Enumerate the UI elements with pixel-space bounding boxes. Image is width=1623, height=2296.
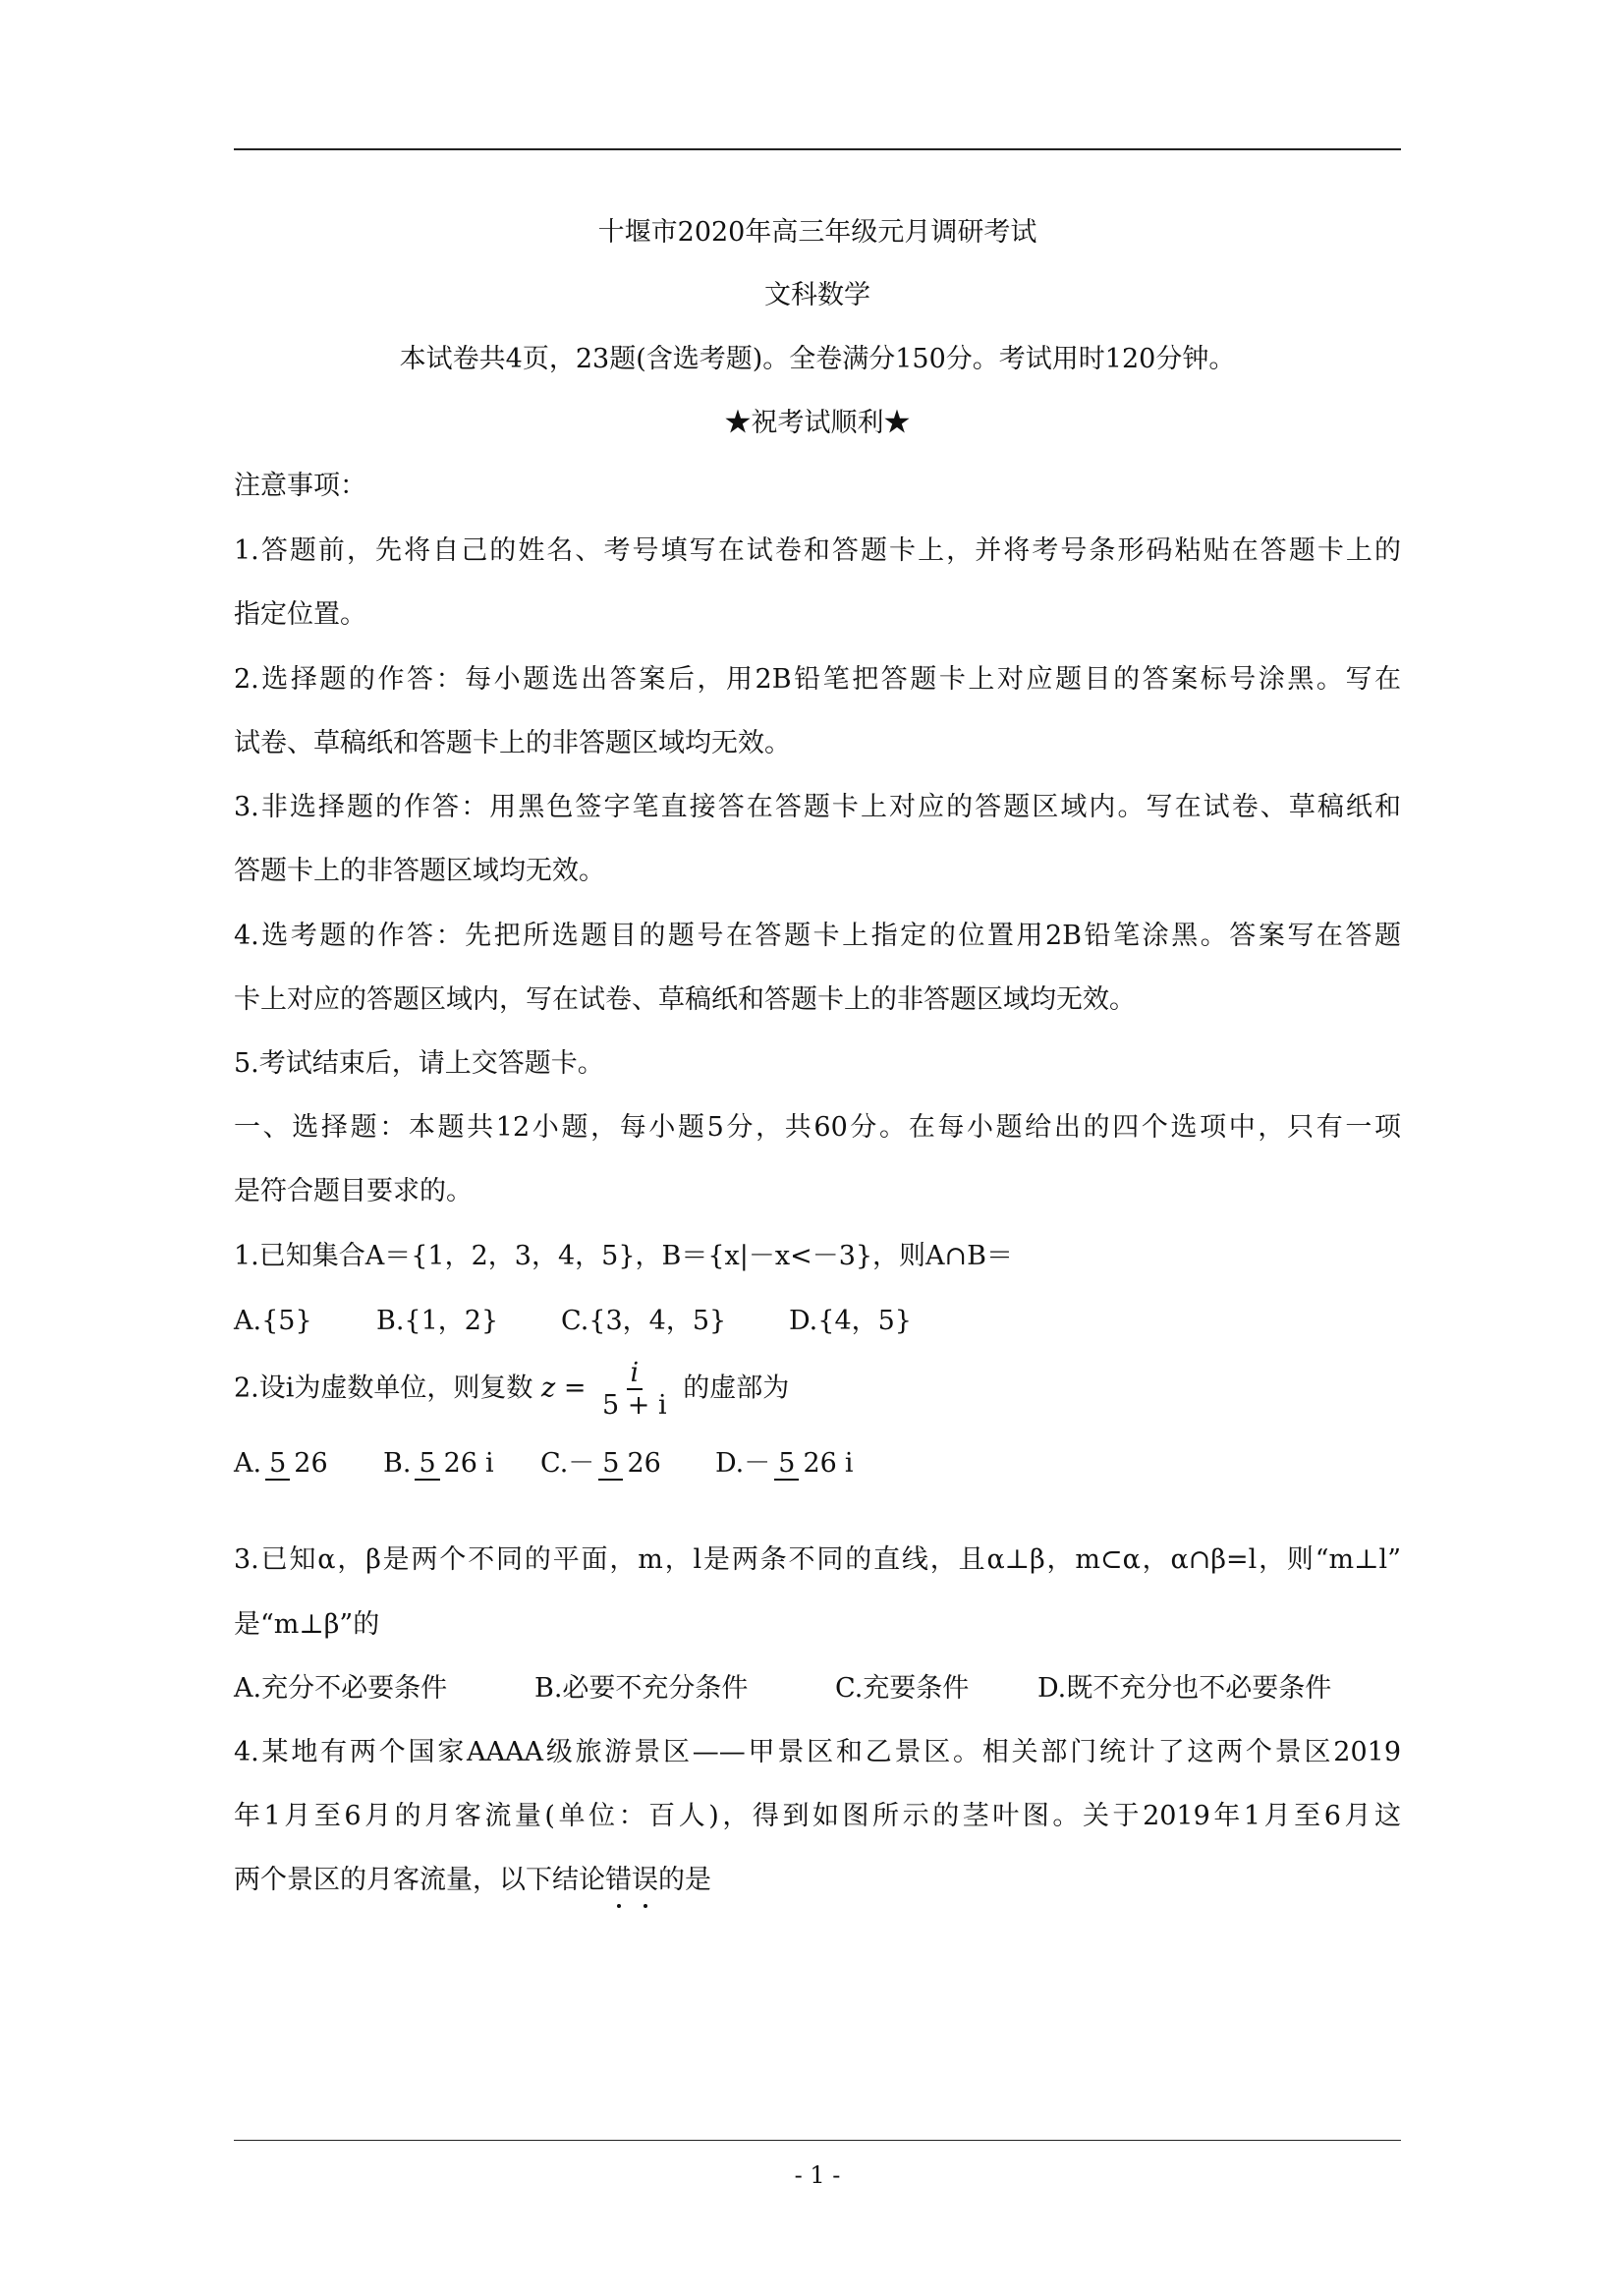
q2-fraction-denominator: 5 + i xyxy=(602,1390,667,1422)
exam-title: 十堰市2020年高三年级元月调研考试 xyxy=(597,217,1037,248)
q4-end-post: 的是 xyxy=(658,1865,711,1895)
q2-option-c-fraction xyxy=(598,1448,665,1481)
q2-a-denominator: 26 xyxy=(294,1447,328,1479)
q2-d-denominator: 26 xyxy=(803,1447,837,1479)
q2-option-d-label: D.－ xyxy=(715,1448,771,1479)
q2-option-b-fraction xyxy=(415,1448,481,1481)
q2-option-d xyxy=(715,1444,853,1484)
notice-item-1: 1.答题前，先将自己的姓名、考号填写在试卷和答题卡上，并将考号条形码粘贴在答题卡上的 xyxy=(234,535,1401,566)
q2-option-c xyxy=(540,1444,715,1484)
q1-option-a: A.{5} xyxy=(234,1306,312,1336)
q2-c-denominator: 26 xyxy=(627,1447,661,1479)
q2-b-denominator: 26 xyxy=(443,1447,477,1479)
question-4-stem-end xyxy=(234,1861,711,1900)
q2-d-imaginary: i xyxy=(844,1448,854,1479)
q4-emphasis-1: 错 xyxy=(605,1861,632,1900)
q2-d-numerator: 5 xyxy=(774,1448,799,1481)
question-2-stem xyxy=(234,1358,789,1421)
notice-item-1-cont: 指定位置。 xyxy=(234,599,366,630)
exam-info: 本试卷共4页，23题(含选考题)。全卷满分150分。考试用时120分钟。 xyxy=(399,344,1236,374)
question-4-stem: 4.某地有两个国家AAAA级旅游景区——甲景区和乙景区。相关部门统计了这两个景区2019 xyxy=(234,1737,1401,1767)
top-rule xyxy=(234,148,1401,150)
question-2-options xyxy=(234,1444,853,1484)
exam-subject: 文科数学 xyxy=(764,280,870,310)
question-3-stem: 3.已知α，β是两个不同的平面，m，l是两条不同的直线，且α⊥β，m⊂α，α∩β=l，则“m⊥l” xyxy=(234,1544,1401,1575)
notice-heading: 注意事项： xyxy=(234,471,366,501)
q2-stem-post: 的虚部为 xyxy=(683,1372,790,1404)
q1-option-c: C.{3，4，5} xyxy=(561,1306,727,1336)
notice-item-2: 2.选择题的作答：每小题选出答案后，用2B铅笔把答题卡上对应题目的答案标号涂黑。写在 xyxy=(234,664,1401,695)
notice-item-3: 3.非选择题的作答：用黑色签字笔直接答在答题卡上对应的答题区域内。写在试卷、草稿纸和 xyxy=(234,792,1401,822)
bottom-rule xyxy=(234,2140,1401,2141)
good-luck-line: ★祝考试顺利★ xyxy=(724,408,911,438)
q2-fraction-numerator: i xyxy=(627,1358,644,1390)
q3-option-b: B.必要不充分条件 xyxy=(534,1673,749,1704)
q2-b-numerator: 5 xyxy=(415,1448,439,1481)
q2-variable-z: z xyxy=(541,1372,556,1404)
q3-option-d: D.既不充分也不必要条件 xyxy=(1037,1673,1332,1704)
q2-c-numerator: 5 xyxy=(598,1448,623,1481)
q2-option-b xyxy=(383,1444,540,1484)
notice-item-4: 4.选考题的作答：先把所选题目的题号在答题卡上指定的位置用2B铅笔涂黑。答案写在答题 xyxy=(234,921,1401,951)
notice-item-3-cont: 答题卡上的非答题区域均无效。 xyxy=(234,856,605,886)
notice-item-2-cont: 试卷、草稿纸和答题卡上的非答题区域均无效。 xyxy=(234,728,791,758)
q3-option-c: C.充要条件 xyxy=(835,1673,970,1704)
q4-end-pre: 两个景区的月客流量，以下结论 xyxy=(234,1865,605,1895)
question-1-options xyxy=(234,1302,912,1341)
q2-option-b-label: B. xyxy=(383,1448,412,1479)
notice-item-5: 5.考试结束后，请上交答题卡。 xyxy=(234,1048,604,1079)
q2-a-numerator: 5 xyxy=(265,1448,290,1481)
q3-option-a: A.充分不必要条件 xyxy=(234,1673,448,1704)
q4-emphasis-2: 误 xyxy=(632,1861,658,1900)
q2-fraction xyxy=(598,1358,671,1421)
section-1-instructions: 一、选择题：本题共12小题，每小题5分，共60分。在每小题给出的四个选项中，只有一项 xyxy=(234,1112,1401,1143)
question-4-stem-cont: 年1月至6月的月客流量(单位：百人)，得到如图所示的茎叶图。关于2019年1月至6月这 xyxy=(234,1801,1401,1831)
section-1-instructions-cont: 是符合题目要求的。 xyxy=(234,1176,473,1206)
q2-stem-pre: 2.设i为虚数单位，则复数 xyxy=(234,1372,533,1404)
q2-equals: = xyxy=(563,1372,587,1404)
q1-option-d: D.{4，5} xyxy=(789,1306,912,1336)
q2-option-a-label: A. xyxy=(234,1448,262,1479)
q2-option-c-label: C.－ xyxy=(540,1448,595,1479)
question-3-options xyxy=(234,1669,1331,1708)
q2-option-d-fraction xyxy=(774,1448,841,1481)
q2-option-a xyxy=(234,1444,383,1484)
page-number: - 1 - xyxy=(794,2161,841,2189)
q2-option-a-fraction xyxy=(265,1448,332,1481)
q1-option-b: B.{1，2} xyxy=(376,1306,499,1336)
notice-item-4-cont: 卡上对应的答题区域内，写在试卷、草稿纸和答题卡上的非答题区域均无效。 xyxy=(234,984,1136,1015)
question-1-stem: 1.已知集合A＝{1，2，3，4，5}，B＝{x|－x<－3}，则A∩B＝ xyxy=(234,1241,1014,1271)
q2-b-imaginary: i xyxy=(484,1448,494,1479)
question-3-stem-cont: 是“m⊥β”的 xyxy=(234,1609,380,1640)
